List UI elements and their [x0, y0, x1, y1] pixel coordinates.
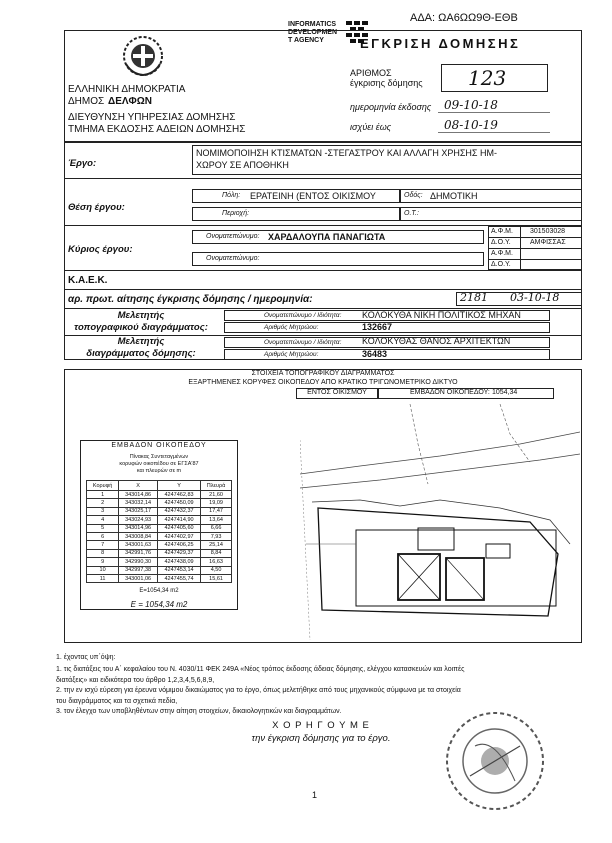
site-plan-svg [300, 404, 580, 640]
topo-study-label-line: Μελετητής [117, 310, 165, 321]
coord-header-side: Πλευρά [201, 481, 232, 491]
coord-vertex-cell: 6 [87, 532, 119, 540]
zip-label: Ο.Τ.: [404, 210, 419, 217]
coord-side-cell: 7,93 [201, 532, 232, 540]
coord-side-cell: 21,60 [201, 491, 232, 499]
coord-vertex-cell: 2 [87, 499, 119, 507]
coord-table-row [87, 541, 232, 549]
country-name: ΕΛΛΗΝΙΚΗ ΔΗΜΟΚΡΑΤΙΑ [68, 84, 186, 95]
note-line: διατάξεις» και ειδικότερα του άρθρο 1,2,3,4,5,6,8,9, [56, 676, 215, 684]
rule [64, 308, 582, 309]
issue-date-label: ημερομηνία έκδοσης [350, 102, 432, 112]
coord-table-row [87, 491, 232, 499]
note-line: του διαγράμματος και τα σχετικά πεδία, [56, 697, 178, 705]
doy-label: Δ.Ο.Υ. [491, 239, 511, 246]
coord-vertex-cell: 5 [87, 524, 119, 532]
coord-vertex-cell: 7 [87, 541, 119, 549]
coord-table-row [87, 499, 232, 507]
coord-table-subtitle [80, 454, 238, 475]
approval-number-label-line: έγκρισης δόμησης [350, 78, 423, 88]
coord-table-row [87, 574, 232, 582]
coord-y-cell: 4247406,25 [157, 541, 200, 549]
coord-table-row [87, 566, 232, 574]
coord-table-total: Ε=1054,34 m2 [139, 588, 179, 594]
topo-section-subtitle: ΕΞΑΡΤΗΜΕΝΕΣ ΚΟΡΥΦΕΣ ΟΙΚΟΠΕΔΟΥ ΑΠΟ ΚΡΑΤΙΚΟ ΤΡΙΓΩΝΟΜΕΤΡΙΚΟ ΔΙΚΤΥΟ [188, 379, 458, 386]
location-zip-box [400, 207, 582, 221]
doy-value: ΑΜΦΙΣΣΑΣ [530, 239, 566, 246]
topo-area-label: ΕΜΒΑΔΟΝ ΟΙΚΟΠΕΔΟΥ: [410, 389, 490, 396]
project-text-line: ΝΟΜΙΜΟΠΟΙΗΣΗ ΚΤΙΣΜΑΤΩΝ -ΣΤΕΓΑΣΤΡΟΥ ΚΑΙ ΑΛΛΑΓΗ ΧΡΗΣΗΣ ΗΜ- [196, 148, 497, 158]
rule [520, 226, 521, 270]
doy2-label: Δ.Ο.Υ. [491, 261, 511, 268]
build-study-label-line: Μελετητής [117, 336, 165, 347]
coord-vertex-cell: 9 [87, 558, 119, 566]
coord-table-row [87, 507, 232, 515]
coord-x-cell: 342991,76 [119, 549, 158, 557]
grant-heading: Χ Ο Ρ Η Γ Ο Υ Μ Ε [272, 720, 370, 731]
topo-study-label [64, 310, 218, 334]
note-line: 3. τον έλεγχο των υποβληθέντων στην αίτηση στοιχείων, δικαιολογητικών και διαγραμμάτων. [56, 708, 342, 715]
coord-side-cell: 6,66 [201, 524, 232, 532]
application-number: 2181 [460, 291, 488, 304]
coord-x-cell: 343001,63 [119, 541, 158, 549]
coord-side-cell: 17,47 [201, 507, 232, 515]
city-value: ΕΡΑΤΕΙΝΗ (ΕΝΤΟΣ ΟΙΚΙΣΜΟΥ [250, 191, 376, 201]
rule [64, 270, 582, 271]
rule [64, 178, 582, 179]
coord-side-cell: 15,61 [201, 574, 232, 582]
topo-study-name: ΚΟΛΟΚΥΘΑ ΝΙΚΗ ΠΟΛΙΤΙΚΟΣ ΜΗΧΑΝ [362, 310, 521, 320]
coord-y-cell: 4247429,37 [157, 549, 200, 557]
note-line: 2. την εν ισχύ εύρεση για έρευνα νόμιμου δικαιώματος για το έργο, όπως μελετήθηκε από τους μηχανικούς σύμφωνα με τα στοιχεία [56, 687, 461, 694]
agency-line: INFORMATICS [288, 21, 337, 28]
coord-y-cell: 4247405,60 [157, 524, 200, 532]
document-code: ΑΔΑ: ΩΑ6ΩΩ9Θ-ΕΘΒ [410, 12, 518, 24]
valid-date-line [438, 132, 550, 133]
topo-study-reg: 132667 [362, 322, 393, 332]
afm2-label: Α.Φ.Μ. [491, 250, 513, 257]
coord-x-cell: 343014,86 [119, 491, 158, 499]
build-study-label-line: διαγράμματος δόμησης: [86, 348, 196, 359]
location-label: Θέση έργου: [68, 202, 125, 213]
official-stamp-icon [440, 706, 550, 816]
location-street-box [400, 189, 582, 203]
approval-number-label [350, 68, 423, 88]
build-study-reg: 36483 [362, 349, 388, 359]
department-name: ΤΜΗΜΑ ΕΚΔΟΣΗΣ ΑΔΕΙΩΝ ΔΟΜΗΣΗΣ [68, 124, 246, 135]
coord-table-grid [86, 480, 232, 583]
coord-vertex-cell: 11 [87, 574, 119, 582]
coord-header-x: X [119, 481, 158, 491]
coord-table-row [87, 516, 232, 524]
topo-area-value: 1054,34 [492, 389, 518, 396]
coord-table-header-row [87, 481, 232, 491]
coord-y-cell: 4247462,83 [157, 491, 200, 499]
build-study-name-label: Ονοματεπώνυμο / Ιδιότητα: [264, 339, 342, 346]
coord-side-cell: 16,63 [201, 558, 232, 566]
coord-x-cell: 343024,93 [119, 516, 158, 524]
approval-number: 123 [468, 66, 507, 90]
owner-name: ΧΑΡΔΑΛΟΥΠΑ ΠΑΝΑΓΙΩΤΑ [268, 232, 386, 242]
kaek-label: Κ.Α.Ε.Κ. [68, 275, 108, 286]
application-label: αρ. πρωτ. αίτησης έγκρισης δόμησης / ημερομηνία: [68, 294, 313, 305]
coord-vertex-cell: 3 [87, 507, 119, 515]
site-plan-drawing [300, 404, 580, 640]
topo-zone: ΕΝΤΟΣ ΟΙΚΙΣΜΟΥ [307, 389, 367, 396]
coord-table-sub-line: Πίνακας Συντεταγμένων [129, 454, 189, 460]
application-date: 03-10-18 [510, 291, 560, 304]
coord-table-row [87, 532, 232, 540]
coord-table-title: ΕΜΒΑΔΟΝ ΟΙΚΟΠΕΔΟΥ [111, 442, 207, 449]
valid-until-date: 08-10-19 [444, 118, 498, 132]
build-study-reg-label: Αριθμός Μητρώου: [264, 351, 319, 358]
document-title: ΕΓΚΡΙΣΗ ΔΟΜΗΣΗΣ [360, 36, 521, 51]
coord-header-y: Y [157, 481, 200, 491]
agency-line: T AGENCY [288, 37, 324, 44]
topo-section-title: ΣΤΟΙΧΕΙΑ ΤΟΠΟΓΡΑΦΙΚΟΥ ΔΙΑΓΡΑΜΜΑΤΟΣ [251, 370, 395, 377]
coord-vertex-cell: 4 [87, 516, 119, 524]
afm-label: Α.Φ.Μ. [491, 228, 513, 235]
project-label: Έργο: [68, 158, 97, 169]
rule [488, 259, 582, 260]
approval-number-label-line: ΑΡΙΘΜΟΣ [350, 68, 392, 78]
issue-date: 09-10-18 [444, 98, 498, 112]
coord-y-cell: 4247455,74 [157, 574, 200, 582]
topo-study-name-label: Ονοματεπώνυμο / Ιδιότητα: [264, 312, 342, 319]
grant-subheading: την έγκριση δόμησης για το έργο. [251, 733, 391, 744]
topo-study-reg-label: Αριθμός Μητρώου: [264, 324, 319, 331]
greek-emblem-icon [120, 34, 166, 78]
coord-table [86, 480, 232, 583]
valid-until-label: ισχύει έως [350, 122, 392, 132]
coord-table-row [87, 558, 232, 566]
coord-x-cell: 342990,30 [119, 558, 158, 566]
coord-header-vertex: Κορυφή [87, 481, 119, 491]
project-text-line: ΧΩΡΟΥ ΣΕ ΑΠΟΘΗΚΗ [196, 160, 289, 170]
city-label: Πόλη: [222, 192, 241, 199]
street-value: ΔΗΜΟΤΙΚΗ [430, 191, 478, 201]
coord-x-cell: 343025,17 [119, 507, 158, 515]
topo-study-label-line: τοπογραφικού διαγράμματος: [74, 322, 208, 333]
agency-line: DEVELOPMEN [288, 29, 338, 36]
municipality-label: ΔΗΜΟΣ [68, 96, 105, 107]
directorate-name: ΔΙΕΥΘΥΝΣΗ ΥΠΗΡΕΣΙΑΣ ΔΟΜΗΣΗΣ [68, 112, 236, 123]
coord-side-cell: 25,14 [201, 541, 232, 549]
coord-table-sub-line: κορυφών οικοπέδου σε ΕΓΣΑ'87 [119, 461, 199, 467]
afm-value: 301503028 [530, 228, 566, 235]
coord-x-cell: 343014,96 [119, 524, 158, 532]
coord-x-cell: 343008,84 [119, 532, 158, 540]
coord-table-row [87, 549, 232, 557]
coord-side-cell: 8,84 [201, 549, 232, 557]
build-study-label [64, 336, 218, 360]
coord-table-footer: Ε = 1054,34 m2 [130, 600, 188, 609]
note-line: 1. τις διατάξεις του Α΄ κεφαλαίου του Ν. 4030/11 ΦΕΚ 249Α «Νέος τρόπος έκδοσης άδειας δόμησης, ελέγχου κατασκευών και λοιπές [56, 666, 465, 673]
coord-table-sub-line: και πλευρών σε m [136, 468, 182, 474]
area-label: Περιοχή: [222, 210, 250, 217]
coord-table-row [87, 524, 232, 532]
coord-table-body [87, 491, 232, 583]
rule [488, 248, 582, 249]
owner-label: Κύριος έργου: [68, 244, 133, 255]
coord-vertex-cell: 8 [87, 549, 119, 557]
coord-x-cell: 343032,14 [119, 499, 158, 507]
owner-name-label: Ονοματεπώνυμο: [206, 233, 260, 240]
street-label: Οδός: [404, 192, 423, 199]
coord-side-cell: 4,50 [201, 566, 232, 574]
coord-vertex-cell: 10 [87, 566, 119, 574]
owner-name2-label: Ονοματεπώνυμο: [206, 255, 260, 262]
coord-vertex-cell: 1 [87, 491, 119, 499]
coord-y-cell: 4247414,90 [157, 516, 200, 524]
build-study-name: ΚΟΛΟΚΥΘΑΣ ΘΑΝΟΣ ΑΡΧΙΤΕΚΤΩΝ [362, 336, 511, 346]
notes-intro: 1. έχοντας υπ΄όψη: [56, 654, 116, 661]
coord-y-cell: 4247432,37 [157, 507, 200, 515]
coord-y-cell: 4247453,14 [157, 566, 200, 574]
coord-y-cell: 4247402,97 [157, 532, 200, 540]
rule [64, 289, 582, 290]
issue-date-line [438, 112, 550, 113]
coord-side-cell: 13,64 [201, 516, 232, 524]
coord-y-cell: 4247438,09 [157, 558, 200, 566]
rule [488, 237, 582, 238]
page-number: 1 [312, 790, 318, 800]
coord-x-cell: 343001,06 [119, 574, 158, 582]
coord-y-cell: 4247450,09 [157, 499, 200, 507]
coord-x-cell: 342997,38 [119, 566, 158, 574]
coord-side-cell: 19,09 [201, 499, 232, 507]
municipality-name: ΔΕΛΦΩΝ [108, 96, 152, 107]
